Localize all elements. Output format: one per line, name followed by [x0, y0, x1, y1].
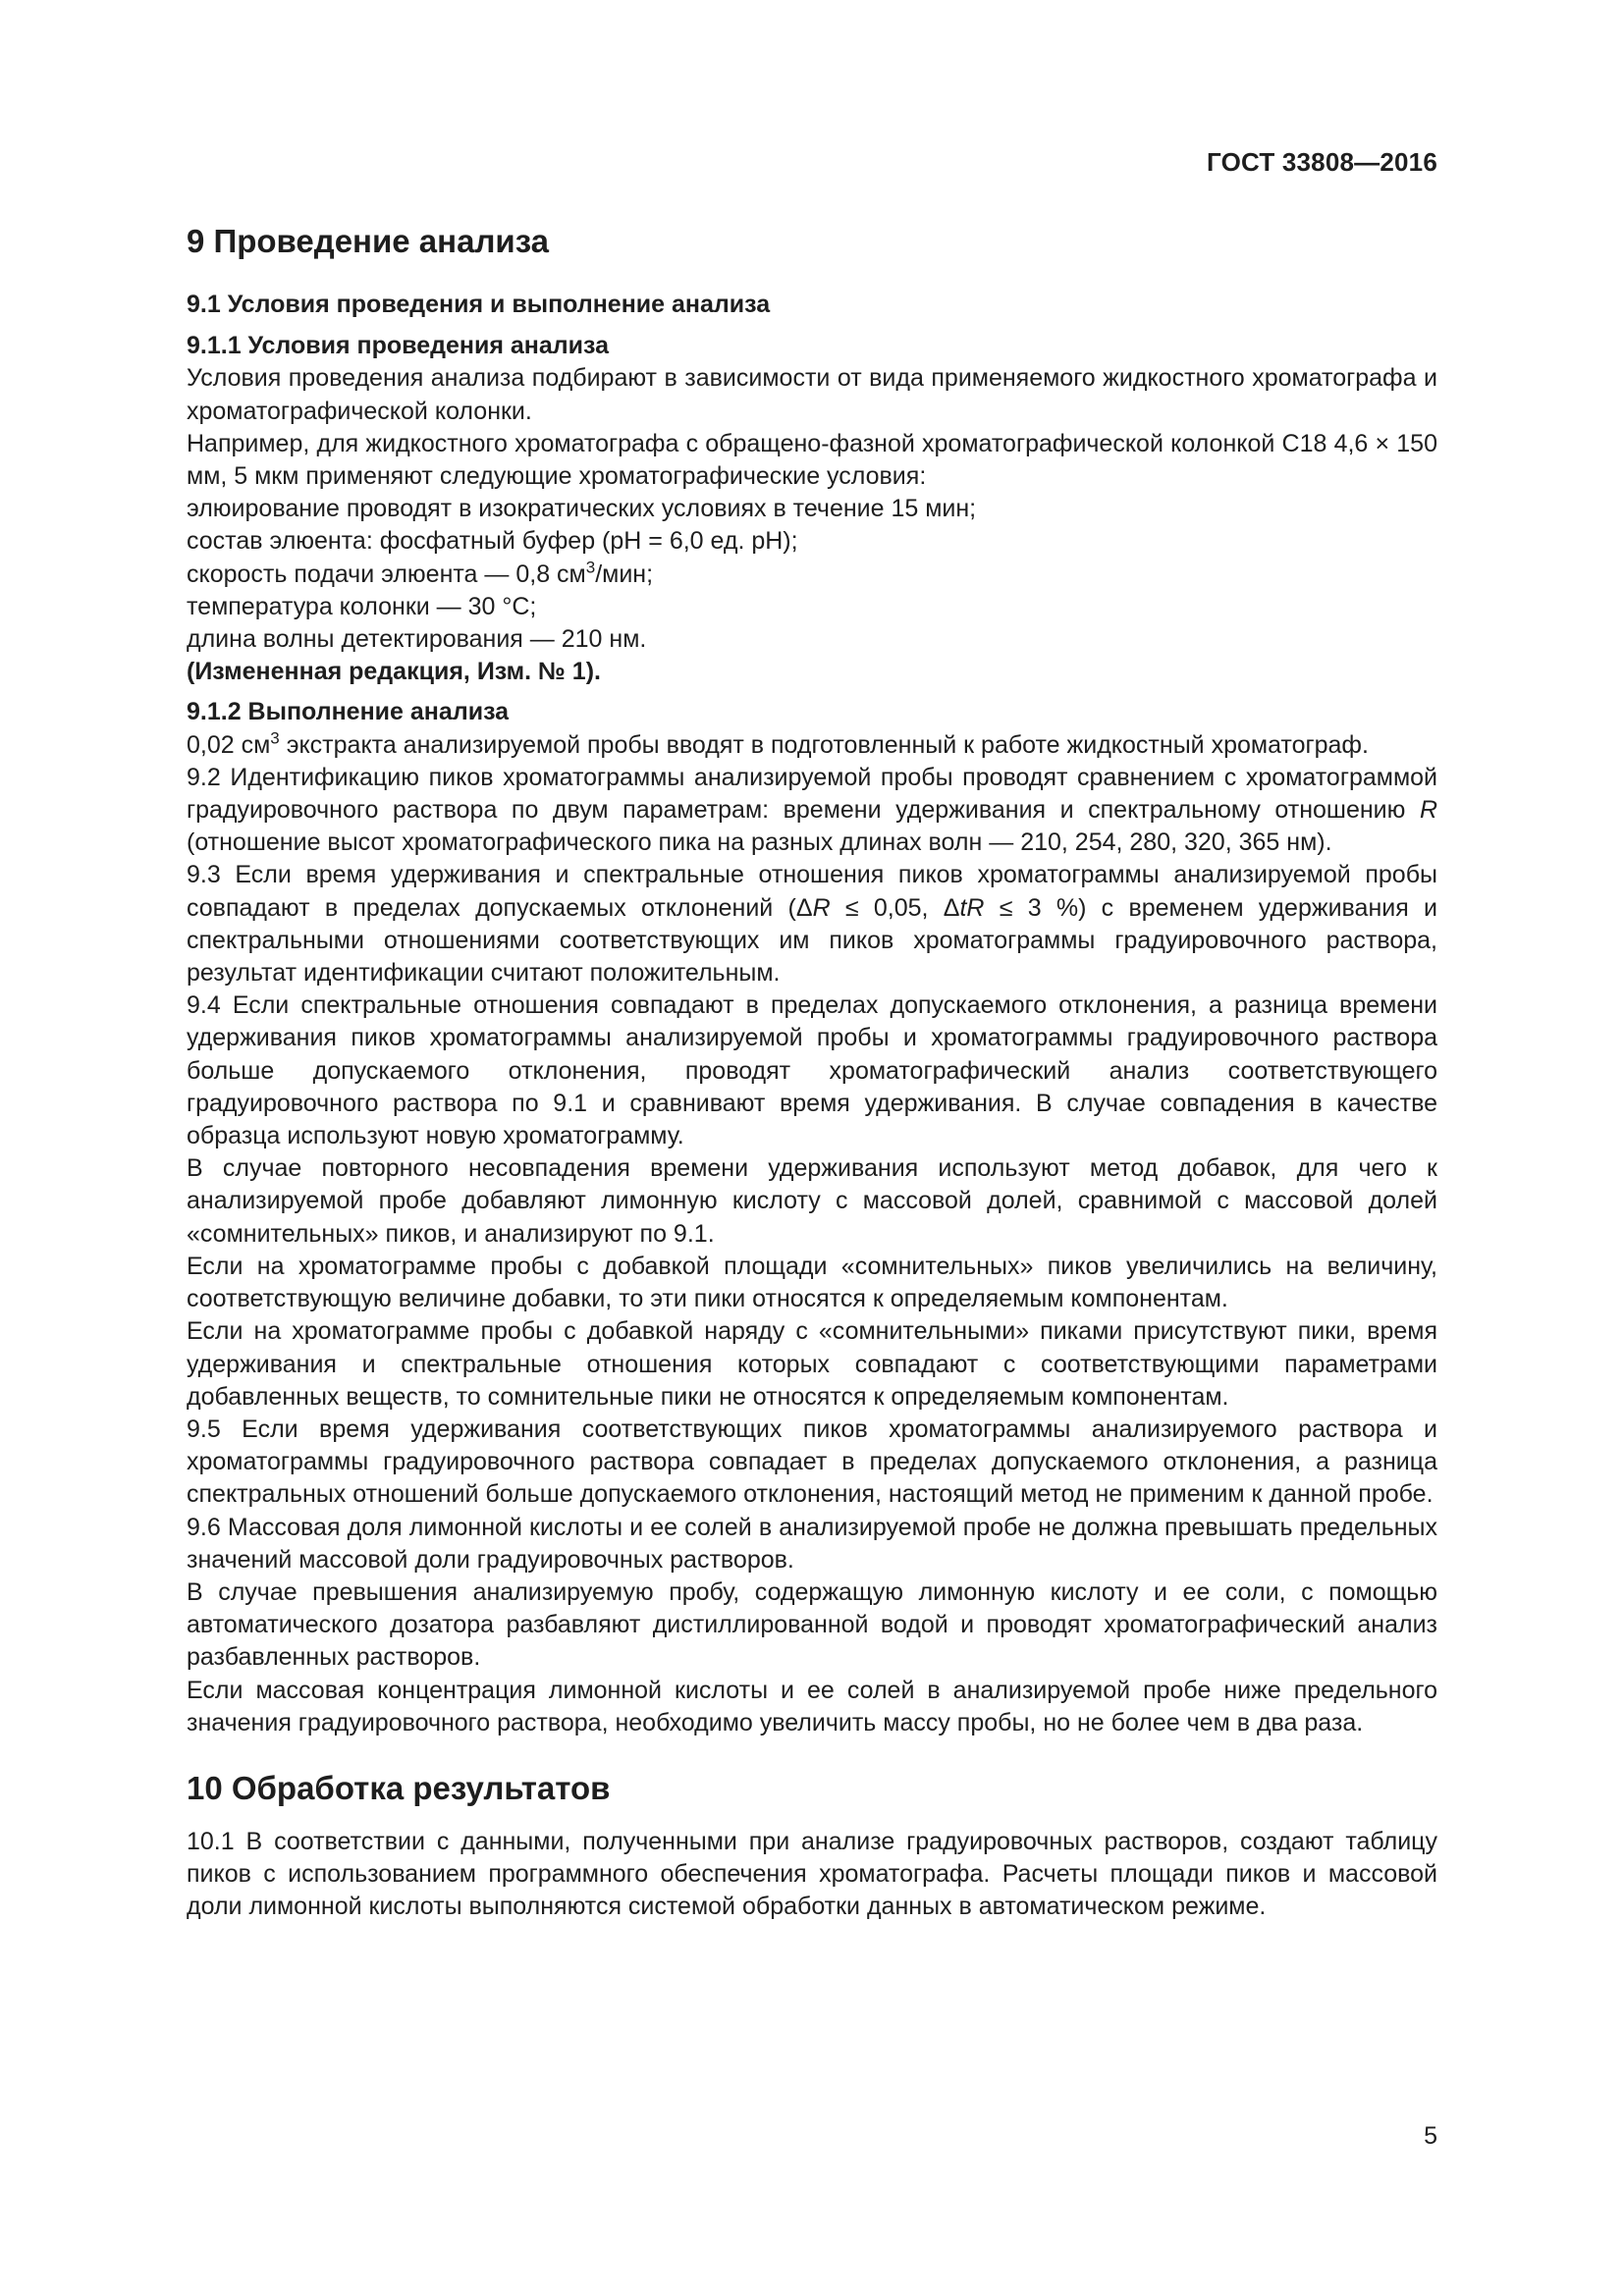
paragraph-9-6-dilution: В случае превышения анализируемую пробу, содержащую лимонную кислоту и ее соли, с помощью автоматического дозатора разбавляют дистиллированной водой и проводят хроматографический анализ разбавленных растворов. [187, 1577, 1437, 1672]
amendment-note: (Измененная редакция, Изм. № 1). [187, 658, 601, 686]
paragraph-9-2 [187, 762, 1437, 860]
section-9-heading: 9 Проведение анализа [187, 223, 550, 259]
superscript: 3 [585, 558, 596, 577]
condition-item: состав элюента: фосфатный буфер (pH = 6,0 ед. pH); [187, 527, 798, 556]
page-number: 5 [1424, 2122, 1437, 2150]
paragraph-text: (отношение высот хроматографического пика на разных длинах волн — 210, 254, 280, 320, 365 нм). [187, 828, 1332, 857]
subsection-9-1-heading: 9.1 Условия проведения и выполнение анализа [187, 291, 771, 318]
paragraph-text: 9.2 Идентификацию пиков хроматограммы анализируемой пробы проводят сравнением с хроматограммой градуировочного раствора по двум параметрам: времени удерживания и спектральному отношению [187, 763, 1437, 825]
paragraph-9-4-repeat: В случае повторного несовпадения времени удерживания используют метод добавок, для чего к анализируемой пробе добавляют лимонную кислоту с массовой долей, сравнимой с массовой долей «сомнительных» пиков, и анализируют по 9.1. [187, 1154, 1437, 1248]
paragraph-text: Условия проведения анализа подбирают в зависимости от вида применяемого жидкостного хроматографа и хроматографической колонки. [187, 364, 1437, 425]
symbol-r: R [1419, 796, 1437, 825]
symbol-r: R [812, 893, 831, 922]
paragraph-10-1: 10.1 В соответствии с данными, полученными при анализе градуировочных растворов, создают таблицу пиков с использованием программного обеспечения хроматографа. Расчеты площади пиков и массовой доли лимонной кислоты выполняются системой обработки данных в автоматическом режиме. [187, 1827, 1437, 1921]
condition-text: скорость подачи элюента — 0,8 см [187, 560, 586, 588]
paragraph-9-4: 9.4 Если спектральные отношения совпадают в пределах допускаемого отклонения, а разница времени удерживания пиков хроматограммы анализируемой пробы и хроматограммы градуировочного раствора больше допускаемого отклонения, проводят хроматографический анализ соответствующего градуировочного раствора по 9.1 и сравнивают время удерживания. В случае совпадения в качестве образца используют новую хроматограмму. [187, 991, 1437, 1150]
conditions-list [187, 493, 1437, 656]
paragraph-text: Например, для жидкостного хроматографа с обращено-фазной хроматографической колонкой С18 4,6 × 150 мм, 5 мкм применяют следующие хроматографические условия: [187, 429, 1437, 491]
paragraph-9-6-low-concentration: Если массовая концентрация лимонной кислоты и ее солей в анализируемой пробе ниже предельного значения градуировочного раствора, необходимо увеличить массу пробы, но не более чем в два раза. [187, 1676, 1437, 1736]
paragraph-text: экстракта анализируемой пробы вводят в подготовленный к работе жидкостный хроматограф. [279, 730, 1369, 759]
standard-number: ГОСТ 33808—2016 [1207, 147, 1437, 177]
subsection-9-1-2-heading: 9.1.2 Выполнение анализа [187, 698, 510, 726]
condition-item: элюирование проводят в изократических условиях в течение 15 мин; [187, 495, 977, 523]
paragraph-conditions-intro [187, 362, 1437, 427]
paragraph-text: 9.3 Если время удерживания и спектральные отношения пиков хроматограммы анализируемой пробы совпадают в пределах допускаемых отклонений (Δ [187, 861, 1437, 922]
paragraph-injection [187, 729, 1437, 762]
superscript: 3 [270, 728, 280, 748]
paragraph-text: ≤ 3 %) с временем удерживания и спектральными отношениями соответствующих им пиков хроматограммы градуировочного раствора, результат идентификации считают положительным. [187, 893, 1437, 988]
paragraph-9-5: 9.5 Если время удерживания соответствующих пиков хроматограммы анализируемого раствора и хроматограммы градуировочного раствора совпадает в пределах допускаемого отклонения, а разница спектральных отношений больше допускаемого отклонения, настоящий метод не применим к данной пробе. [187, 1415, 1437, 1509]
paragraph-example [187, 428, 1437, 493]
condition-text: /мин; [595, 560, 654, 588]
page-content [187, 222, 1437, 1924]
condition-item: температура колонки — 30 °С; [187, 592, 537, 620]
section-10-heading: 10 Обработка результатов [187, 1769, 611, 1806]
paragraph-9-3 [187, 859, 1437, 989]
condition-item: длина волны детектирования — 210 нм. [187, 625, 647, 654]
paragraph-9-4-increase: Если на хроматограмме пробы с добавкой площади «сомнительных» пиков увеличились на величину, соответствующую величине добавки, то эти пики относятся к определяемым компонентам. [187, 1252, 1437, 1313]
subsection-9-1-1-heading: 9.1.1 Условия проведения анализа [187, 332, 610, 360]
paragraph-9-4-doubtful: Если на хроматограмме пробы с добавкой наряду с «сомнительными» пиками присутствуют пики, время удерживания и спектральные отношения которых совпадают с соответствующими параметрами добавленных веществ, то сомнительные пики не относятся к определяемым компонентам. [187, 1317, 1437, 1411]
paragraph-9-6: 9.6 Массовая доля лимонной кислоты и ее солей в анализируемой пробе не должна превышать предельных значений массовой доли градуировочных растворов. [187, 1513, 1437, 1574]
paragraph-text: ≤ 0,05, Δ [830, 893, 960, 922]
paragraph-text: 0,02 см [187, 730, 271, 759]
condition-item [187, 559, 1437, 591]
symbol-tr: tR [959, 893, 985, 922]
